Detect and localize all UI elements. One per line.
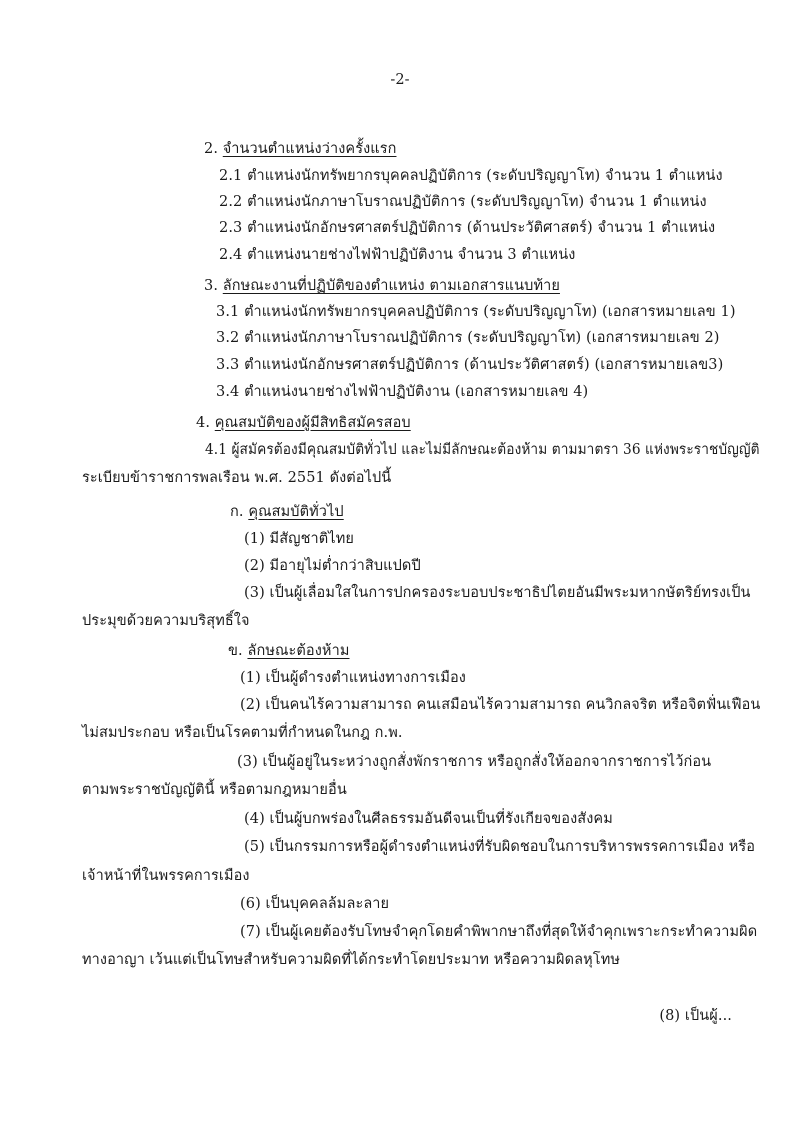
continuation-marker: (8) เป็นผู้... xyxy=(659,1008,732,1024)
section-4-number: 4. xyxy=(196,415,211,431)
section-2-item-2: 2.2 ตำแหน่งนักภาษาโบราณปฏิบัติการ (ระดับปริญญาโท) จำนวน 1 ตำแหน่ง xyxy=(219,194,707,210)
section-2-number: 2. xyxy=(204,141,219,157)
section-3-title: ลักษณะงานที่ปฏิบัติของตำแหน่ง ตามเอกสารแนบท้าย xyxy=(222,278,560,294)
section-2-item-4: 2.4 ตำแหน่งนายช่างไฟฟ้าปฏิบัติงาน จำนวน 3 ตำแหน่ง xyxy=(219,247,576,263)
section-2-title: จำนวนตำแหน่งว่างครั้งแรก xyxy=(222,141,397,157)
qualification-item-3-continued: ประมุขด้วยความบริสุทธิ์ใจ xyxy=(82,613,250,629)
prohibition-item-5-line-1: (5) เป็นกรรมการหรือผู้ดำรงตำแหน่งที่รับผิดชอบในการบริหารพรรคการเมือง หรือ xyxy=(244,839,756,855)
prohibition-item-5-line-2: เจ้าหน้าที่ในพรรคการเมือง xyxy=(82,868,250,884)
prohibition-item-2-line-1: (2) เป็นคนไร้ความสามารถ คนเสมือนไร้ความสามารถ คนวิกลจริต หรือจิตฟั่นเฟือน xyxy=(240,697,761,713)
prohibition-item-3-line-2: ตามพระราชบัญญัตินี้ หรือตามกฎหมายอื่น xyxy=(82,782,347,798)
section-3-item-1: 3.1 ตำแหน่งนักทรัพยากรบุคคลปฏิบัติการ (ระดับปริญญาโท) (เอกสารหมายเลข 1) xyxy=(216,304,736,320)
section-4-title: คุณสมบัติของผู้มีสิทธิสมัครสอบ xyxy=(214,415,411,431)
paragraph-4-1-line-1: 4.1 ผู้สมัครต้องมีคุณสมบัติทั่วไป และไม่มีลักษณะต้องห้าม ตามมาตรา 36 แห่งพระราชบัญญัติ xyxy=(205,442,760,458)
subsection-a-heading xyxy=(230,502,344,522)
prohibition-item-3-line-1: (3) เป็นผู้อยู่ในระหว่างถูกสั่งพักราชการ หรือถูกสั่งให้ออกจากราชการไว้ก่อน xyxy=(237,754,712,770)
section-3-item-4: 3.4 ตำแหน่งนายช่างไฟฟ้าปฏิบัติงาน (เอกสารหมายเลข 4) xyxy=(216,384,589,400)
qualification-item-3: (3) เป็นผู้เลื่อมใสในการปกครองระบอบประชาธิปไตยอันมีพระมหากษัตริย์ทรงเป็น xyxy=(244,585,751,601)
section-3-number: 3. xyxy=(204,278,219,294)
prohibition-item-4: (4) เป็นผู้บกพร่องในศีลธรรมอันดีจนเป็นที่รังเกียจของสังคม xyxy=(244,811,613,827)
section-3-item-2: 3.2 ตำแหน่งนักภาษาโบราณปฏิบัติการ (ระดับปริญญาโท) (เอกสารหมายเลข 2) xyxy=(216,330,720,346)
section-3-heading xyxy=(204,276,560,296)
section-2-heading xyxy=(204,139,396,159)
subsection-b-heading xyxy=(228,641,349,661)
qualification-item-2: (2) มีอายุไม่ต่ำกว่าสิบแปดปี xyxy=(244,558,421,574)
prohibition-item-1: (1) เป็นผู้ดำรงตำแหน่งทางการเมือง xyxy=(240,670,466,686)
page-number: -2- xyxy=(390,72,410,88)
qualification-item-1: (1) มีสัญชาติไทย xyxy=(244,531,354,547)
prohibition-item-7-line-2: ทางอาญา เว้นแต่เป็นโทษสำหรับความผิดที่ได้กระทำโดยประมาท หรือความผิดลหุโทษ xyxy=(82,952,621,968)
section-4-heading xyxy=(196,413,411,433)
prohibition-item-7-line-1: (7) เป็นผู้เคยต้องรับโทษจำคุกโดยคำพิพากษาถึงที่สุดให้จำคุกเพราะกระทำความผิด xyxy=(240,924,758,940)
subsection-b-title: ลักษณะต้องห้าม xyxy=(247,643,350,659)
subsection-b-prefix: ข. xyxy=(228,643,243,659)
paragraph-4-1-line-2: ระเบียบข้าราชการพลเรือน พ.ศ. 2551 ดังต่อไปนี้ xyxy=(82,470,392,486)
prohibition-item-6: (6) เป็นบุคคลล้มละลาย xyxy=(240,896,390,912)
subsection-a-prefix: ก. xyxy=(230,504,244,520)
section-2-item-3: 2.3 ตำแหน่งนักอักษรศาสตร์ปฏิบัติการ (ด้านประวัติศาสตร์) จำนวน 1 ตำแหน่ง xyxy=(219,220,716,236)
section-3-item-3: 3.3 ตำแหน่งนักอักษรศาสตร์ปฏิบัติการ (ด้านประวัติศาสตร์) (เอกสารหมายเลข3) xyxy=(216,357,724,373)
section-2-item-1: 2.1 ตำแหน่งนักทรัพยากรบุคคลปฏิบัติการ (ระดับปริญญาโท) จำนวน 1 ตำแหน่ง xyxy=(219,168,723,184)
subsection-a-title: คุณสมบัติทั่วไป xyxy=(248,504,344,520)
prohibition-item-2-line-2: ไม่สมประกอบ หรือเป็นโรคตามที่กำหนดในกฎ ก.พ. xyxy=(82,725,403,741)
